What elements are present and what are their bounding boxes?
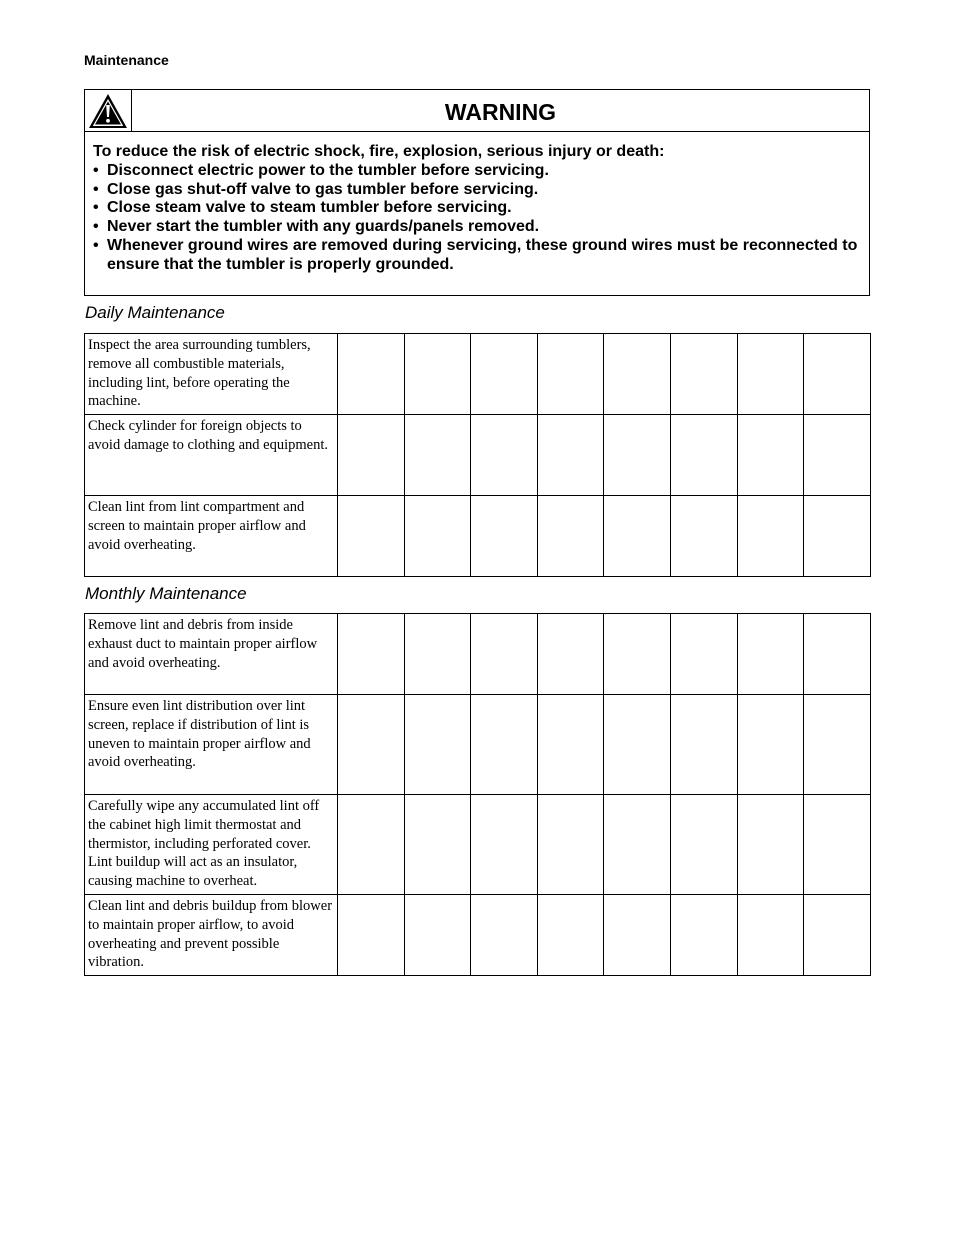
check-cell[interactable]	[538, 795, 604, 895]
bullet: •	[93, 199, 99, 217]
check-cell[interactable]	[338, 614, 405, 695]
check-cell[interactable]	[604, 496, 671, 577]
table-row	[85, 895, 871, 976]
warning-item: • Whenever ground wires are removed during servicing, these ground wires must be reconnected to ensure that the tumbler is properly grounded.	[93, 236, 858, 273]
check-cell[interactable]	[338, 795, 405, 895]
check-cell[interactable]	[604, 614, 671, 695]
check-cell[interactable]	[538, 334, 604, 415]
task-cell: Ensure even lint distribution over lint screen, replace if distribution of lint is uneven to maintain proper airflow and avoid overheating.	[85, 695, 338, 795]
warning-list	[93, 162, 861, 275]
check-cell[interactable]	[471, 496, 538, 577]
check-cell[interactable]	[405, 415, 471, 496]
check-cell[interactable]	[538, 695, 604, 795]
check-cell[interactable]	[338, 415, 405, 496]
warning-item: • Disconnect electric power to the tumbler before servicing.	[93, 161, 549, 179]
check-cell[interactable]	[538, 614, 604, 695]
check-cell[interactable]	[671, 334, 738, 415]
task-cell: Check cylinder for foreign objects to avoid damage to clothing and equipment.	[85, 415, 338, 496]
check-cell[interactable]	[338, 895, 405, 976]
check-cell[interactable]	[471, 614, 538, 695]
warning-icon-cell	[85, 90, 132, 132]
bullet: •	[93, 180, 99, 198]
check-cell[interactable]	[405, 795, 471, 895]
check-cell[interactable]	[671, 795, 738, 895]
check-cell[interactable]	[671, 496, 738, 577]
warning-title: WARNING	[444, 99, 557, 125]
check-cell[interactable]	[471, 895, 538, 976]
task-cell: Carefully wipe any accumulated lint off the cabinet high limit thermostat and thermistor, including perforated cover. Lint buildup will act as an insulator, causing machine to overheat.	[85, 795, 338, 895]
table-row	[85, 496, 871, 577]
check-cell[interactable]	[538, 415, 604, 496]
bullet: •	[93, 218, 99, 236]
bullet: •	[93, 236, 99, 254]
check-cell[interactable]	[405, 334, 471, 415]
check-cell[interactable]	[738, 795, 804, 895]
warning-intro: To reduce the risk of electric shock, fire, explosion, serious injury or death:	[93, 143, 665, 160]
table-row	[85, 334, 871, 415]
table-row	[85, 695, 871, 795]
task-cell: Clean lint and debris buildup from blower to maintain proper airflow, to avoid overheating and prevent possible vibration.	[85, 895, 338, 976]
check-cell[interactable]	[738, 496, 804, 577]
check-cell[interactable]	[471, 334, 538, 415]
check-cell[interactable]	[738, 695, 804, 795]
check-cell[interactable]	[671, 695, 738, 795]
check-cell[interactable]	[405, 695, 471, 795]
check-cell[interactable]	[471, 795, 538, 895]
monthly-maintenance-table	[84, 613, 871, 976]
table-row	[85, 795, 871, 895]
check-cell[interactable]	[405, 614, 471, 695]
check-cell[interactable]	[338, 695, 405, 795]
check-cell[interactable]	[804, 695, 871, 795]
check-cell[interactable]	[738, 415, 804, 496]
warning-box	[84, 89, 870, 296]
check-cell[interactable]	[804, 795, 871, 895]
check-cell[interactable]	[338, 496, 405, 577]
check-cell[interactable]	[405, 496, 471, 577]
warning-item: • Close steam valve to steam tumbler before servicing.	[93, 199, 512, 217]
check-cell[interactable]	[738, 895, 804, 976]
check-cell[interactable]	[671, 614, 738, 695]
warning-header	[85, 90, 869, 132]
check-cell[interactable]	[804, 496, 871, 577]
daily-maintenance-table	[84, 333, 871, 577]
check-cell[interactable]	[604, 415, 671, 496]
check-cell[interactable]	[604, 334, 671, 415]
check-cell[interactable]	[538, 895, 604, 976]
check-cell[interactable]	[738, 334, 804, 415]
task-cell: Remove lint and debris from inside exhaust duct to maintain proper airflow and avoid overheating.	[85, 614, 338, 695]
table-row	[85, 415, 871, 496]
check-cell[interactable]	[338, 334, 405, 415]
check-cell[interactable]	[604, 795, 671, 895]
task-cell: Inspect the area surrounding tumblers, remove all combustible materials, including lint, before operating the machine.	[85, 334, 338, 415]
check-cell[interactable]	[671, 415, 738, 496]
check-cell[interactable]	[804, 895, 871, 976]
check-cell[interactable]	[471, 415, 538, 496]
check-cell[interactable]	[538, 496, 604, 577]
check-cell[interactable]	[604, 895, 671, 976]
warning-body	[93, 143, 861, 275]
table-row	[85, 614, 871, 695]
warning-triangle-icon	[88, 93, 128, 129]
check-cell[interactable]	[804, 415, 871, 496]
section-header: Maintenance	[84, 52, 169, 68]
monthly-maintenance-heading: Monthly Maintenance	[85, 584, 247, 603]
check-cell[interactable]	[804, 614, 871, 695]
daily-maintenance-heading: Daily Maintenance	[85, 303, 225, 322]
check-cell[interactable]	[671, 895, 738, 976]
check-cell[interactable]	[738, 614, 804, 695]
task-cell: Clean lint from lint compartment and screen to maintain proper airflow and avoid overheating.	[85, 496, 338, 577]
check-cell[interactable]	[471, 695, 538, 795]
warning-item: • Close gas shut-off valve to gas tumbler before servicing.	[93, 180, 539, 198]
bullet: •	[93, 161, 99, 179]
check-cell[interactable]	[604, 695, 671, 795]
check-cell[interactable]	[405, 895, 471, 976]
check-cell[interactable]	[804, 334, 871, 415]
warning-item: • Never start the tumbler with any guards/panels removed.	[93, 218, 540, 236]
